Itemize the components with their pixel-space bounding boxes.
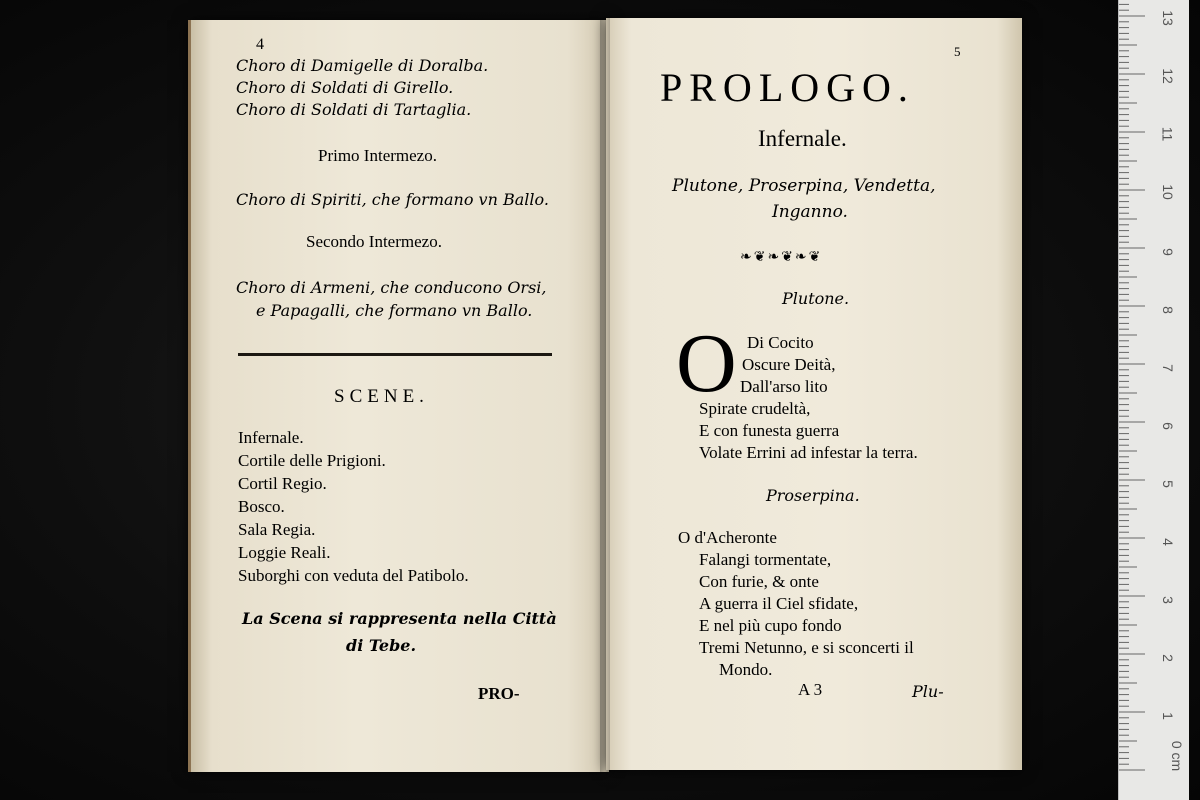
scene-item: Suborghi con veduta del Patibolo. <box>238 566 469 585</box>
ruler-ticks <box>1119 0 1189 800</box>
chorus-line: Choro di Soldati di Tartaglia. <box>236 100 472 119</box>
second-intermezzo-heading: Secondo Intermezo. <box>306 232 442 251</box>
scene-item: Cortile delle Prigioni. <box>238 451 386 470</box>
ruler-number: 2 <box>1159 654 1176 662</box>
second-intermezzo-chorus-line: e Papagalli, che formano vn Ballo. <box>256 301 533 320</box>
chorus-line: Choro di Damigelle di Doralba. <box>236 56 489 75</box>
chorus-line: Choro di Soldati di Girello. <box>236 78 454 97</box>
setting-note-line: di Tebe. <box>346 636 417 655</box>
ruler-number: 4 <box>1159 538 1176 546</box>
scene-item: Cortil Regio. <box>238 474 327 493</box>
ruler-number: 9 <box>1159 248 1176 256</box>
scenes-heading: SCENE. <box>334 386 429 407</box>
verse-line: Di Cocito <box>747 333 814 352</box>
verse-line: A guerra il Ciel sfidate, <box>699 594 859 613</box>
verse-line: Con furie, & onte <box>699 572 819 591</box>
scene-subtitle: Infernale. <box>758 126 847 151</box>
ruler-number: 5 <box>1159 480 1176 488</box>
page-title: PROLOGO. <box>660 65 915 110</box>
verse-line: Volate Errini ad infestar la terra. <box>699 443 918 462</box>
verse-line: Dall'arso lito <box>740 377 828 396</box>
ruler-number: 11 <box>1159 126 1176 142</box>
ruler-number: 7 <box>1159 364 1176 372</box>
left-page-number: 4 <box>256 36 264 53</box>
ruler-unit-label: 0 cm <box>1169 740 1186 772</box>
right-page-number: 5 <box>954 44 961 59</box>
verse-line: Tremi Netunno, e si sconcerti il <box>699 638 914 657</box>
second-intermezzo-chorus-line: Choro di Armeni, che conducono Orsi, <box>236 278 547 297</box>
ruler-number: 6 <box>1159 422 1176 430</box>
scene-item: Sala Regia. <box>238 520 316 539</box>
signature-mark: A 3 <box>798 680 823 699</box>
characters-line: Plutone, Proserpina, Vendetta, <box>672 176 936 196</box>
ruler-number: 12 <box>1159 68 1176 84</box>
verse-line: E con funesta guerra <box>699 421 840 440</box>
ruler-number: 1 <box>1159 712 1176 720</box>
characters-line: Inganno. <box>772 202 848 222</box>
first-intermezzo-heading: Primo Intermezo. <box>318 146 437 165</box>
drop-cap: O <box>676 317 737 410</box>
ruler-number: 13 <box>1159 10 1176 26</box>
book-gutter <box>600 18 610 772</box>
ruler-number: 10 <box>1159 184 1176 200</box>
scene-item: Bosco. <box>238 497 285 516</box>
right-catchword: Plu- <box>912 682 944 701</box>
setting-note-line: La Scena si rappresenta nella Città <box>242 609 557 628</box>
scene-item: Loggie Reali. <box>238 543 331 562</box>
speaker-proserpina: Proserpina. <box>766 486 860 505</box>
verse-line: Falangi tormentate, <box>699 550 832 569</box>
verse-line: Mondo. <box>719 660 773 679</box>
scene-item: Infernale. <box>238 428 304 447</box>
first-intermezzo-chorus: Choro di Spiriti, che formano vn Ballo. <box>236 190 549 209</box>
verse-line: Oscure Deità, <box>742 355 836 374</box>
section-divider-rule <box>238 353 552 356</box>
verse-line: E nel più cupo fondo <box>699 616 842 635</box>
verse-line: Spirate crudeltà, <box>699 399 811 418</box>
speaker-plutone: Plutone. <box>782 289 850 308</box>
left-catchword: PRO- <box>478 684 520 703</box>
verse-line: O d'Acheronte <box>678 528 777 547</box>
measuring-ruler <box>1118 0 1189 800</box>
ruler-number: 8 <box>1159 306 1176 314</box>
ornament-divider: ❧❦❧❦❧❦ <box>740 249 823 265</box>
ruler-number: 3 <box>1159 596 1176 604</box>
